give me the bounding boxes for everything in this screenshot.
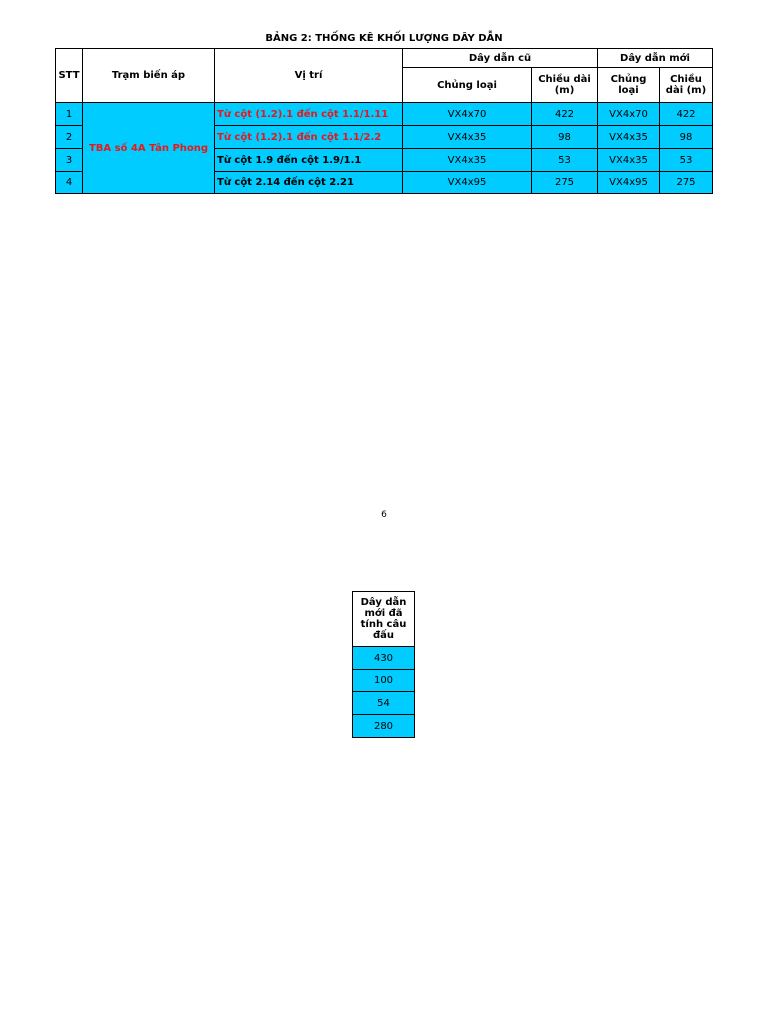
cell-chung-loai-cu: VX4x70 <box>403 103 532 126</box>
cell-chieu-dai-cu: 98 <box>532 126 598 149</box>
cell-chieu-dai-moi: 422 <box>660 103 713 126</box>
side-header: Dây dẫn mới đã tính câu đấu <box>353 592 415 647</box>
header-vitri: Vị trí <box>215 49 403 103</box>
cell-chieu-dai-cu: 53 <box>532 149 598 172</box>
cell-stt: 4 <box>56 172 83 194</box>
cell-chung-loai-cu: VX4x35 <box>403 149 532 172</box>
cell-vitri: Từ cột 2.14 đến cột 2.21 <box>215 172 403 194</box>
header-chieu-dai-moi: Chiều dài (m) <box>660 68 713 103</box>
cell-chieu-dai-cu: 275 <box>532 172 598 194</box>
cell-chung-loai-cu: VX4x35 <box>403 126 532 149</box>
cell-chieu-dai-moi: 53 <box>660 149 713 172</box>
header-chung-loai-moi: Chủng loại <box>598 68 660 103</box>
cell-stt: 1 <box>56 103 83 126</box>
header-stt: STT <box>56 49 83 103</box>
cell-chung-loai-moi: VX4x70 <box>598 103 660 126</box>
cell-chieu-dai-cu: 422 <box>532 103 598 126</box>
conductor-table <box>55 48 713 194</box>
cell-vitri: Từ cột (1.2).1 đến cột 1.1/2.2 <box>215 126 403 149</box>
header-tram: Trạm biến áp <box>83 49 215 103</box>
cell-chung-loai-moi: VX4x35 <box>598 149 660 172</box>
cell-station: TBA số 4A Tân Phong <box>83 103 215 194</box>
side-value: 430 <box>353 647 415 670</box>
cell-vitri: Từ cột 1.9 đến cột 1.9/1.1 <box>215 149 403 172</box>
header-chung-loai-cu: Chủng loại <box>403 68 532 103</box>
header-day-moi: Dây dẫn mới <box>598 49 713 68</box>
table-row <box>56 103 713 126</box>
header-day-cu: Dây dẫn cũ <box>403 49 598 68</box>
cell-stt: 2 <box>56 126 83 149</box>
side-value: 54 <box>353 692 415 715</box>
side-value: 280 <box>353 715 415 738</box>
table-row <box>353 647 415 670</box>
side-value: 100 <box>353 670 415 692</box>
cell-vitri: Từ cột (1.2).1 đến cột 1.1/1.11 <box>215 103 403 126</box>
table-row <box>353 715 415 738</box>
cell-chung-loai-moi: VX4x95 <box>598 172 660 194</box>
cell-chieu-dai-moi: 98 <box>660 126 713 149</box>
header-chieu-dai-cu: Chiều dài (m) <box>532 68 598 103</box>
cell-chung-loai-cu: VX4x95 <box>403 172 532 194</box>
table-title: BẢNG 2: THỐNG KÊ KHỐI LƯỢNG DÂY DẪN <box>265 33 503 44</box>
table-row <box>353 692 415 715</box>
table-row <box>353 670 415 692</box>
cell-stt: 3 <box>56 149 83 172</box>
side-table <box>352 591 415 738</box>
cell-chung-loai-moi: VX4x35 <box>598 126 660 149</box>
page-number: 6 <box>381 510 387 520</box>
cell-chieu-dai-moi: 275 <box>660 172 713 194</box>
